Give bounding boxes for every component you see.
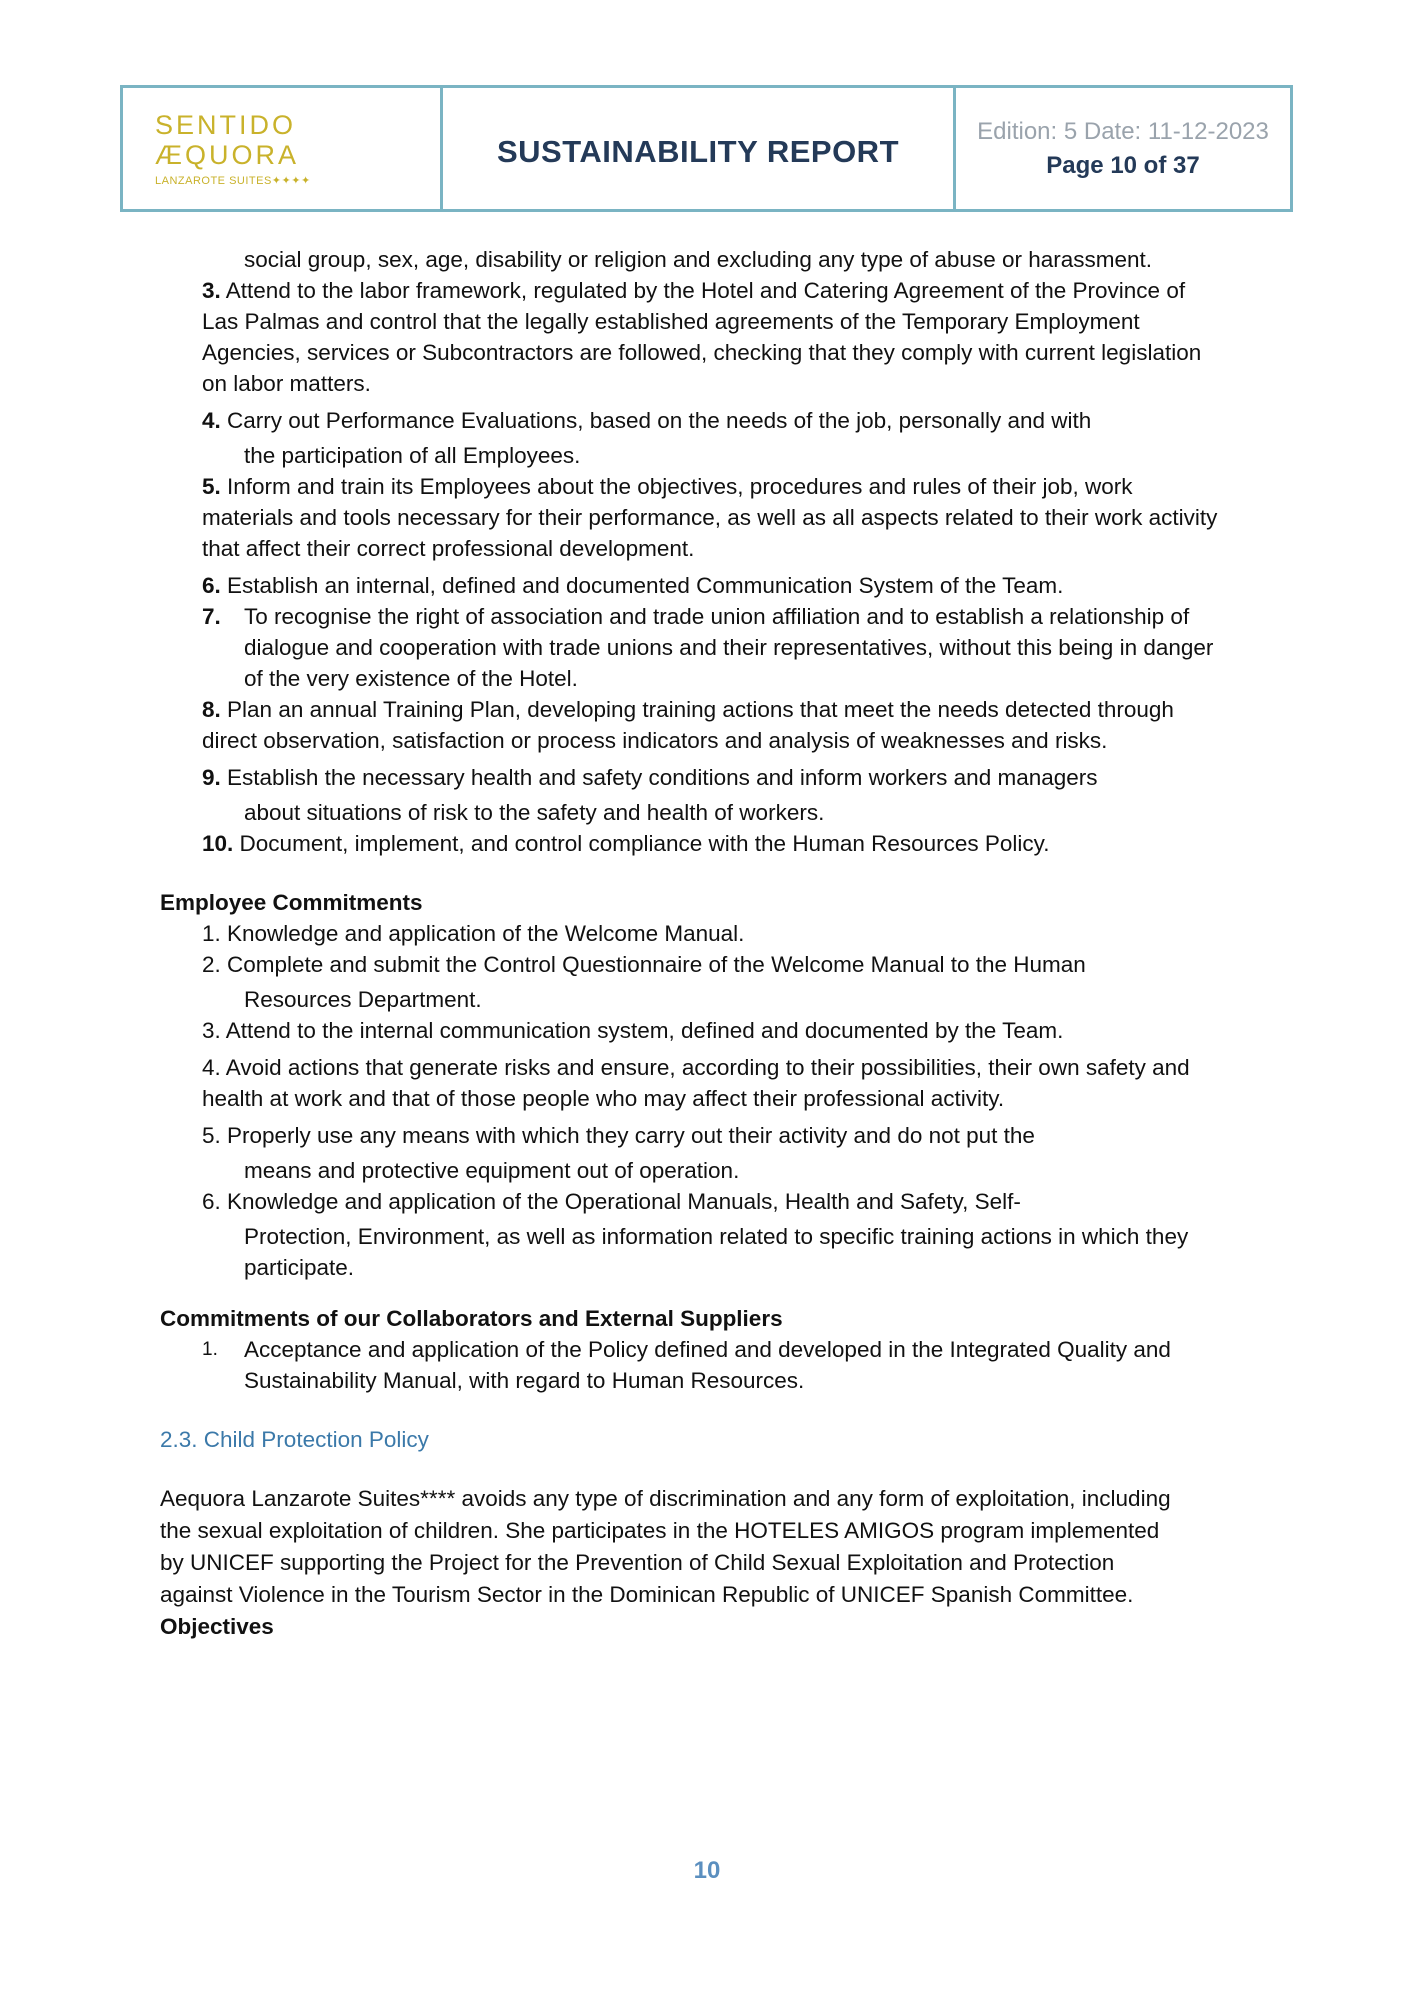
page-number: 10 [693,1857,721,1884]
meta-cell [956,88,1290,209]
employee-item-6: 6. Knowledge and application of the Operational Manuals, Health and Safety, Self- [202,1189,1021,1214]
page-of-total: Page 10 of 37 [1046,151,1200,179]
commitment-item-4-cont: the participation of all Employees. [244,443,581,468]
employee-item-6-cont: Protection, Environment, as well as information related to specific training actions in which they participate. [244,1224,1189,1280]
commitment-item-10: 10. Document, implement, and control compliance with the Human Resources Policy. [202,831,1050,856]
commitment-item-7: 7. To recognise the right of association and trade union affiliation and to establish a relationship of dialogue and cooperation with trade unions and their representatives, without this being in danger of the very existence of the Hotel. [202,604,1214,691]
child-protection-heading: 2.3. Child Protection Policy [160,1427,429,1452]
employee-item-2: 2. Complete and submit the Control Questionnaire of the Welcome Manual to the Human [202,952,1086,977]
employee-item-5: 5. Properly use any means with which they carry out their activity and do not put the [202,1123,1035,1148]
commitment-item-9: 9. Establish the necessary health and safety conditions and inform workers and managers [202,765,1098,790]
commitment-item-3: 3. Attend to the labor framework, regulated by the Hotel and Catering Agreement of the Province of Las Palmas and control that the legally established agreements of the Temporary Employment Agencies, services or Subcontractors are followed, checking that they comply with current legislation on labor matters. [202,278,1202,396]
employee-item-1: 1. Knowledge and application of the Welcome Manual. [202,921,745,946]
employee-item-4: 4. Avoid actions that generate risks and ensure, according to their possibilities, their own safety and health at work and that of those people who may affect their professional activity. [202,1055,1190,1111]
logo-cell [123,88,443,209]
commitment-item-6: 6. Establish an internal, defined and documented Communication System of the Team. [202,573,1064,598]
report-title: SUSTAINABILITY REPORT [496,133,900,169]
collaborator-commitments-heading: Commitments of our Collaborators and External Suppliers [160,1306,783,1331]
edition-date: Edition: 5 Date: 11-12-2023 [977,117,1269,145]
title-cell [443,88,956,209]
collaborator-item-1: 1. Acceptance and application of the Policy defined and developed in the Integrated Quality and Sustainability Manual, with regard to Human Resources. [202,1337,1171,1393]
employee-item-2-cont: Resources Department. [244,987,482,1012]
commitment-item-4: 4. Carry out Performance Evaluations, based on the needs of the job, personally and with [202,408,1092,433]
employee-commitments-heading: Employee Commitments [160,890,423,915]
commitment-item-8: 8. Plan an annual Training Plan, developing training actions that meet the needs detected through direct observation, satisfaction or process indicators and analysis of weaknesses and risks. [202,697,1174,753]
page-content [160,244,1222,1643]
document-header [120,85,1293,212]
company-logo-subtitle: LANZAROTE SUITES✦✦✦✦ [155,175,311,187]
company-logo: SENTIDO ÆQUORA [155,110,300,170]
commitment-item-9-cont: about situations of risk to the safety and health of workers. [244,800,825,825]
continuation-text: social group, sex, age, disability or religion and excluding any type of abuse or harassment. [244,247,1153,272]
employee-item-5-cont: means and protective equipment out of operation. [244,1158,740,1183]
employee-item-3: 3. Attend to the internal communication system, defined and documented by the Team. [202,1018,1064,1043]
child-protection-body: Aequora Lanzarote Suites**** avoids any type of discrimination and any form of exploitation, including the sexual exploitation of children. She participates in the HOTELES AMIGOS program implemented by UNICEF supporting the Project for the Prevention of Child Sexual Exploitation and Protection against Violence in the Tourism Sector in the Dominican Republic of UNICEF Spanish Committee. Objectives [160,1486,1171,1639]
commitment-item-5: 5. Inform and train its Employees about the objectives, procedures and rules of their job, work materials and tools necessary for their performance, as well as all aspects related to their work activity that affect their correct professional development. [202,474,1218,561]
